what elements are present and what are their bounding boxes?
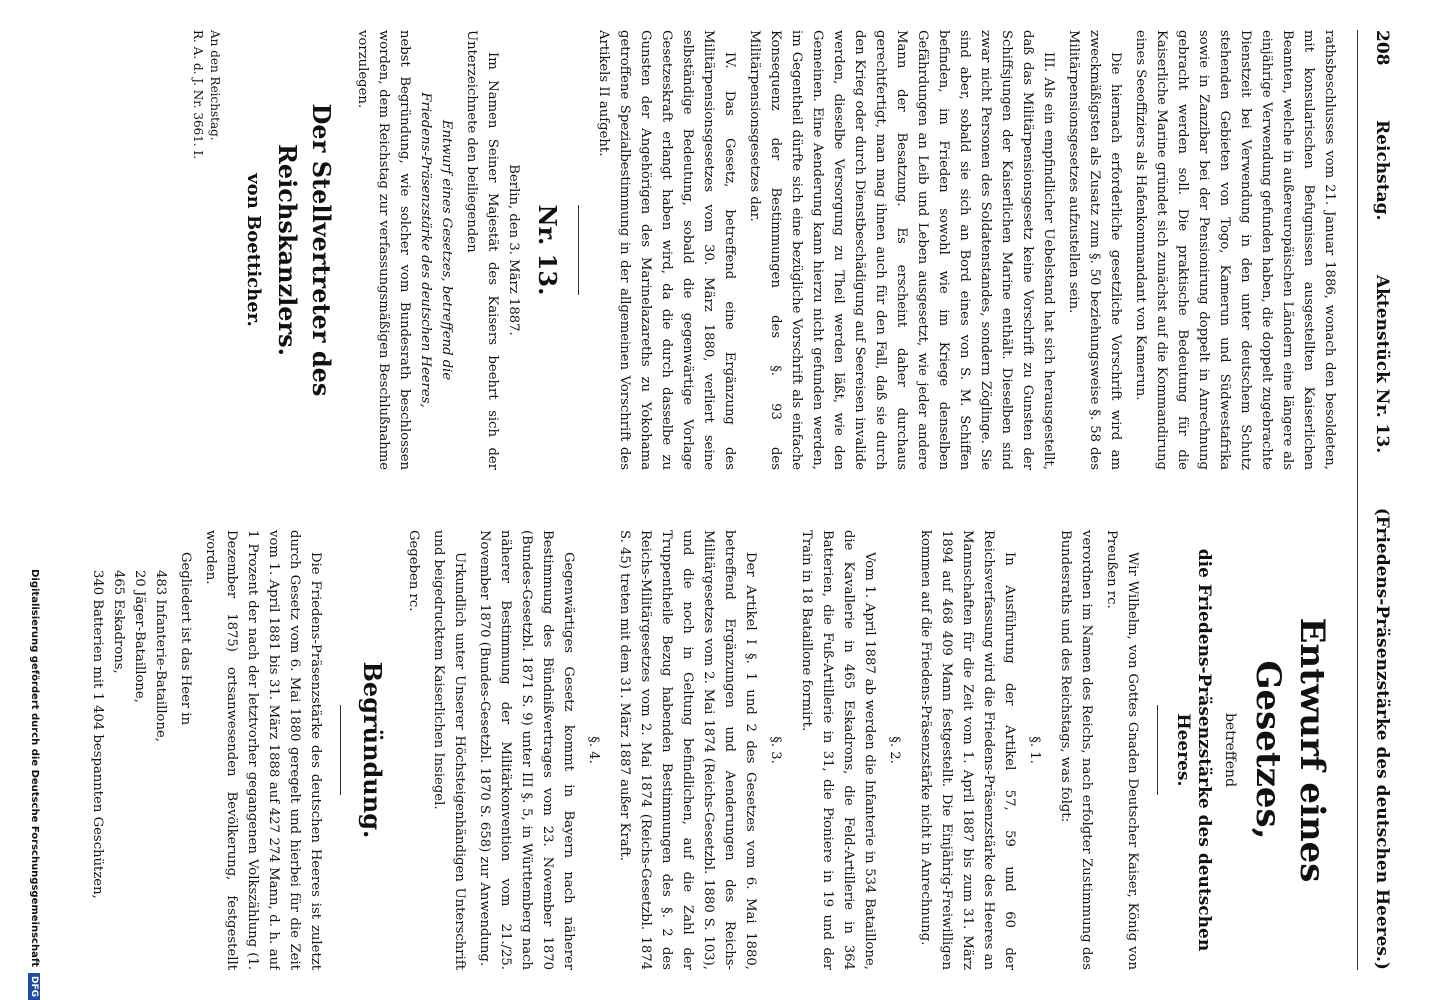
- bill-title-line: Friedens-Präsenzstärke des deutschen Heeres,: [418, 92, 433, 408]
- closing-text: Urkundlich unter Unserer Höchsteigenhändigen Unterschrift und beigedrucktem Kaiserlichen Insiegel.: [431, 530, 467, 970]
- header-left-title: Reichstag.: [1372, 120, 1392, 221]
- signer-name: von Boetticher.: [243, 173, 264, 327]
- right-column: [90, 530, 1340, 970]
- reasoning-text: Die Friedens-Präsenzstärke des deutschen Heeres ist zuletzt durch Gesetz vom 6. Mai 1880 geregelt und hierbei für die Zeit vom 1. April 1881 bis 31. März 1888 auf 427 274 Mann, d. h. auf 1 Prozent der nach der letztvorher gegangenen Volkszählung (1. Dezember 1875) ortsanwesenden Bevölkerung, festgestellt worden.: [203, 530, 323, 970]
- paragraph: Im Namen Seiner Majestät des Kaisers beehrt sich der Unterzeichnete den beiliegenden: [464, 30, 500, 470]
- digitization-text: Digitalisierung gefördert durch die Deutsche Forschungsgemeinschaft: [29, 569, 40, 967]
- paragraph: IV. Das Gesetz, betreffend eine Ergänzung des Militärpensionsgesetzes vom 30. März 1880, verliert seine selbständige Bedeutung, sobald die gegenwärtige Vorlage Gesetzeskraft erlangt haben wird, da die durch dasselbe zu Gunsten der Angehörigen des Marinelazareths zu Yokohama getroffene Spezialbestimmung in der allgemeinen Vorschrift des Artikels II aufgeht.: [596, 30, 737, 470]
- divider: [578, 205, 579, 295]
- dfg-logo: DFG: [28, 973, 40, 1000]
- left-column: [90, 30, 1340, 470]
- preamble: Wir Wilhelm, von Gottes Gnaden Deutscher Kaiser, König von Preußen rc.: [1104, 530, 1140, 970]
- paragraph: III. Als ein empfindlicher Uebelstand hat sich herausgestellt, daß das Militärpensionsgesetz keine Vorschrift zu Gunsten der Schiffsjungen der Kaiserlichen Marine enthält. Dieselben sind zwar nicht Personen des Soldatenstandes, sondern Zöglinge. Sie sind aber, sobald sie sich an Bord eines von S. M. Schiffen befinden, im Frieden sowohl wie im Kriege denselben Gefährdungen an Leib und Leben ausgesetzt, wie jeder andere Mann der Besatzung. Es erscheint daher durchaus gerechtfertigt, man mag ihnen auch für den Fall, daß sie durch den Krieg oder durch Dienstbeschädigung auf Seereisen invalide werden, dieselbe Versorgung zu Theil werden läßt, wie den Gemeinen. Eine Aenderung kann hierzu nicht gefunden werden, im Gegentheil dürfte sich eine bezügliche Vorschrift als einfache Konsequenz der Bestimmungen des §. 93 des Militärpensionsgesetzes dar.: [747, 30, 1056, 470]
- page-number: 208: [1372, 30, 1392, 66]
- signer-role: Der Stellvertreter des Reichskanzlers.: [273, 103, 336, 397]
- section-text: Gegenwärtiges Gesetz kommt in Bayern nach näherer Bestimmung des Bündnißvertrages vom 23. November 1870 (Bundes-Gesetzbl. 1871 S. 9) unter III §. 5, in Württemberg nach näherer Bestimmung der Militärkonvention vom 21./25. November 1870 (Bundes-Gesetzbl. 1870 S. 658) zur Anwendung.: [477, 530, 576, 970]
- section-title: §. 2.: [887, 736, 902, 764]
- given-line: Gegeben rc.: [406, 530, 421, 612]
- section-title: §. 1.: [1027, 736, 1042, 764]
- footnote-addressee: An den Reichstag.: [208, 30, 222, 141]
- list-item: 340 Batterien mit 1 404 bespannten Geschützen,: [90, 570, 105, 899]
- header-middle-title: Aktenstück Nr. 13.: [1372, 274, 1392, 454]
- divider: [340, 705, 341, 795]
- footnote: [189, 30, 223, 470]
- unit-list: [90, 530, 171, 970]
- list-item: 483 Infanterie-Bataillone,: [153, 570, 168, 742]
- paragraph: Die hiernach erforderliche gesetzliche Vorschrift wird am zweckmäßigsten als Zusatz zum §. 50 beziehungsweise §. 58 des Militärpensionsgesetzes aufzustellen sein.: [1066, 30, 1123, 470]
- header-right-title: (Friedens-Präsenzstärke des deutschen Heeres.): [1372, 507, 1392, 970]
- divider: [1157, 705, 1158, 795]
- paragraph: rathsbeschlusses vom 21. Januar 1886, wonach den besoldeten, mit konsularischen Befugnissen ausgestellten Kaiserlichen Beamten, welche in außereuropäischen Ländern eine längere als einjährige Verwendung gefunden haben, die doppelt zugebrachte Dienstzeit bei Verwendung in den unter deutschem Schutz stehenden Gebieten von Togo, Kamerun und Südwestafrika sowie in Zanzibar bei der Pensionirung doppelt in Anrechnung gebracht werden soll. Die praktische Bedeutung für die Kaiserliche Marine gründet sich zunächst auf die Kommandirung eines Seeoffiziers als Hafenkommandant von Kamerun.: [1133, 30, 1337, 470]
- list-item: 20 Jäger-Bataillone,: [132, 570, 147, 703]
- section-text: In Ausführung der Artikel 57, 59 und 60 der Reichsverfassung wird die Friedens-Präsenzstärke des Heeres an Mannschaften für die Zeit vom 1. April 1887 bis zum 31. März 1894 auf 468 409 Mann festgestellt. Die Einjährig-Freiwilligen kommen auf die Friedens-Präsenzstärke nicht in Anrechnung.: [918, 530, 1017, 970]
- preamble: verordnen im Namen des Reichs, nach erfolgter Zustimmung des Bundesraths und des Reichstags, was folgt:: [1058, 530, 1094, 970]
- reasoning-list-intro: Gegliedert ist das Heer in: [178, 552, 193, 726]
- bill-subject: die Friedens-Präsenzstärke des deutschen Heeres.: [1173, 548, 1214, 952]
- paragraph: nebst Begründung, wie solcher vom Bundesrath beschlossen worden, dem Reichstag zur verfassungsmäßigen Beschlußnahme vorzulegen.: [355, 30, 412, 470]
- section-text: Der Artikel I §. 1 und 2 des Gesetzes vom 6. Mai 1880, betreffend Ergänzungen und Aenderungen des Reichs-Militärgesetzes vom 2. Mai 1874 (Reichs-Gesetzbl. 1880 S. 103), und die noch in Geltung befindlichen, auf die Zahl der Truppentheile Bezug habenden Bestimmungen des §. 2 des Reichs-Militärgesetzes vom 2. Mai 1874 (Reichs-Gesetzbl. 1874 S. 45) treten mit dem 31. März 1887 außer Kraft.: [617, 530, 758, 970]
- section-title: §. 4.: [586, 736, 601, 764]
- reasoning-title: Begründung.: [358, 661, 387, 839]
- section-text: Vom 1. April 1887 ab werden die Infanterie in 534 Bataillone, die Kavallerie in 465 Eskadrons, die Feld-Artillerie in 364 Batterien, die Fuß-Artillerie in 31, die Pioniere in 19 und der Train in 18 Bataillone formirt.: [799, 530, 877, 970]
- list-item: 465 Eskadrons,: [111, 570, 126, 674]
- bill-title: Entwurf eines Gesetzes,: [1248, 617, 1332, 883]
- bill-betreffend: betreffend: [1222, 712, 1238, 788]
- page-header: [1357, 30, 1392, 970]
- footnote-reference: R. A. d. J. Nr. 3661. I.: [191, 30, 205, 160]
- digitization-note: [28, 180, 40, 1000]
- document-number: Nr. 13.: [533, 204, 562, 296]
- date-line: Berlin, den 3. März 1887.: [506, 164, 521, 336]
- section-title: §. 3.: [768, 736, 783, 764]
- bill-title-line: Entwurf eines Gesetzes, betreffend die: [439, 119, 454, 381]
